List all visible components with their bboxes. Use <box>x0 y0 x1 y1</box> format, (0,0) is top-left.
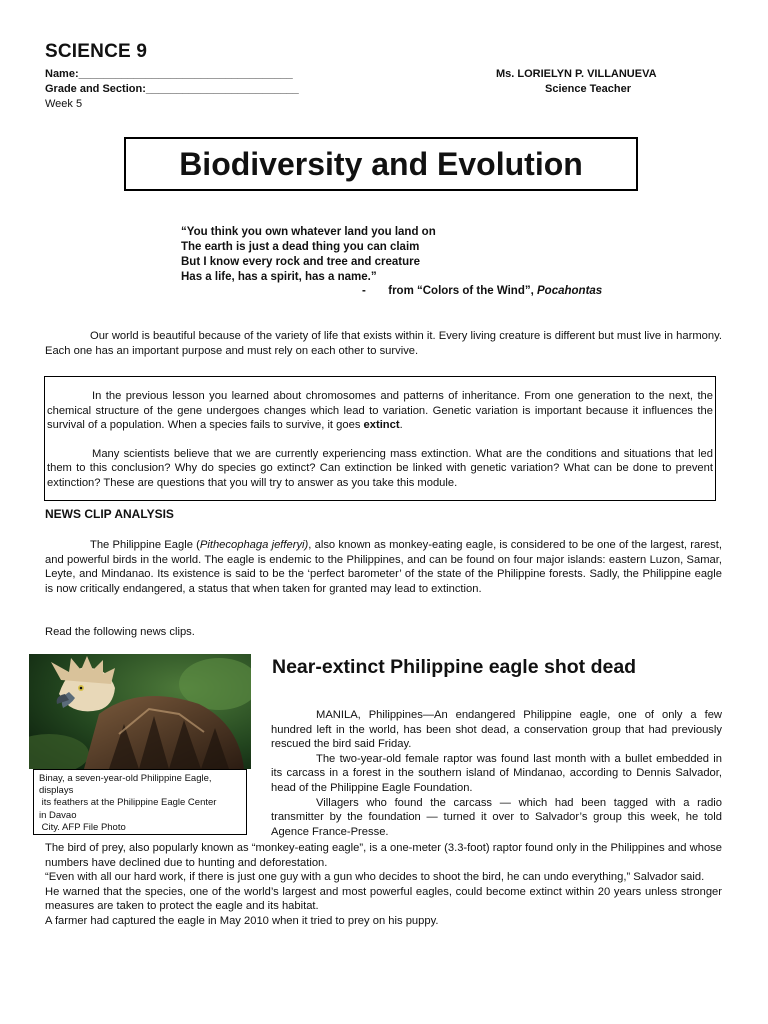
quote-source-prefix: from “Colors of the Wind”, <box>388 285 534 297</box>
box-paragraph-2: Many scientists believe that we are currently experiencing mass extinction. What are the conditions and situations that led them to this conclusion? Why do species go extinct? Can extinction be linked with genetic variation? What can be done to prevent extinction? These are questions that you will try to answer as you take this module. <box>47 447 713 489</box>
photo-caption <box>33 769 247 835</box>
article-paragraph: Villagers who found the carcass — which had been tagged with a radio transmitter by the foundation — turned it over to Salvador’s group this week, he told Agence France-Presse. <box>271 796 722 838</box>
caption-line: City. AFP File Photo <box>39 821 126 833</box>
scientific-name: Pithecophaga jefferyi) <box>199 539 309 551</box>
quote-dash: - <box>362 285 366 297</box>
grade-section-line: Grade and Section:_________________________ <box>45 83 299 95</box>
caption-line: its feathers at the Philippine Eagle Center <box>39 797 217 809</box>
article-headline: Near-extinct Philippine eagle shot dead <box>272 656 637 678</box>
article-paragraph: A farmer had captured the eagle in May 2010 when it tried to prey on his puppy. <box>45 914 439 927</box>
quote-line: The earth is just a dead thing you can claim <box>181 241 420 253</box>
caption-line: in Davao <box>39 809 77 821</box>
quote-line: But I know every rock and tree and creature <box>181 256 421 268</box>
quote-source-title: Pocahontas <box>537 285 603 297</box>
caption-line: displays <box>39 785 74 797</box>
article-paragraph: The bird of prey, also popularly known as “monkey-eating eagle”, is a one-meter (3.3-foot) raptor found only in the Philippines and whose numbers have declined due to hunting and deforestation. <box>45 842 722 869</box>
eagle-paragraph: The Philippine Eagle (Pithecophaga jefferyi), also known as monkey-eating eagle, is considered to be one of the largest, rarest, and powerful birds in the world. The eagle is endemic to the Philippines, and can be found on four major islands: eastern Luzon, Samar, Leyte, and Mindanao. Its existence is said to be the ‘perfect barometer’ of the state of the Philippine forests. Sadly, the Philippine eagle is now critically endangered, a status that when taken for granted may lead to extinction. <box>45 539 722 595</box>
instruction-text: Read the following news clips. <box>45 626 195 638</box>
article-paragraph: “Even with all our hard work, if there is just one guy with a gun who decides to shoot the bird, he can undo everything,” Salvador said. <box>45 871 705 884</box>
article-continued <box>45 841 722 929</box>
name-line: Name:___________________________________ <box>45 68 293 80</box>
article-paragraph: MANILA, Philippines—An endangered Philippine eagle, one of only a few hundred left in the world, has been shot dead, a conservation group that had previously rescued the bird said Friday. <box>271 709 722 751</box>
subject-title: SCIENCE 9 <box>45 41 148 62</box>
quote-line: Has a life, has a spirit, has a name.” <box>181 271 377 283</box>
intro-paragraph: Our world is beautiful because of the variety of life that exists within it. Every living creature is different but must live in harmony. Each one has an important purpose and must rely on each other to survive. <box>45 330 722 357</box>
quote-source <box>362 285 602 297</box>
week-label: Week 5 <box>45 98 83 110</box>
module-title: Biodiversity and Evolution <box>124 137 638 191</box>
teacher-role: Science Teacher <box>545 83 632 95</box>
article-column <box>271 708 722 839</box>
article-paragraph: He warned that the species, one of the world’s largest and most powerful eagles, could become extinct within 20 years unless stronger measures are taken to protect the eagle and its habitat. <box>45 885 722 913</box>
caption-line: Binay, a seven-year-old Philippine Eagle, <box>39 773 212 784</box>
eagle-photo <box>29 654 251 769</box>
extinct-term: extinct <box>363 419 400 432</box>
quote-line: “You think you own whatever land you land on <box>181 226 436 238</box>
quote-block <box>181 225 436 285</box>
teacher-name: Ms. LORIELYN P. VILLANUEVA <box>496 68 657 80</box>
article-paragraph: The two-year-old female raptor was found last month with a bullet embedded in its carcass in a forest in the southern island of Mindanao, according to Dennis Salvador, head of the Philippine Eagle Foundation. <box>271 752 722 794</box>
box-paragraph-1: In the previous lesson you learned about chromosomes and patterns of inheritance. From one generation to the next, the chemical structure of the gene undergoes changes which lead to variation. Genetic variation is important because it influences the survival of a population. When a species fails to survive, it goes extinct. <box>47 390 713 432</box>
lesson-intro-box <box>44 376 716 501</box>
section-heading: NEWS CLIP ANALYSIS <box>45 507 174 521</box>
